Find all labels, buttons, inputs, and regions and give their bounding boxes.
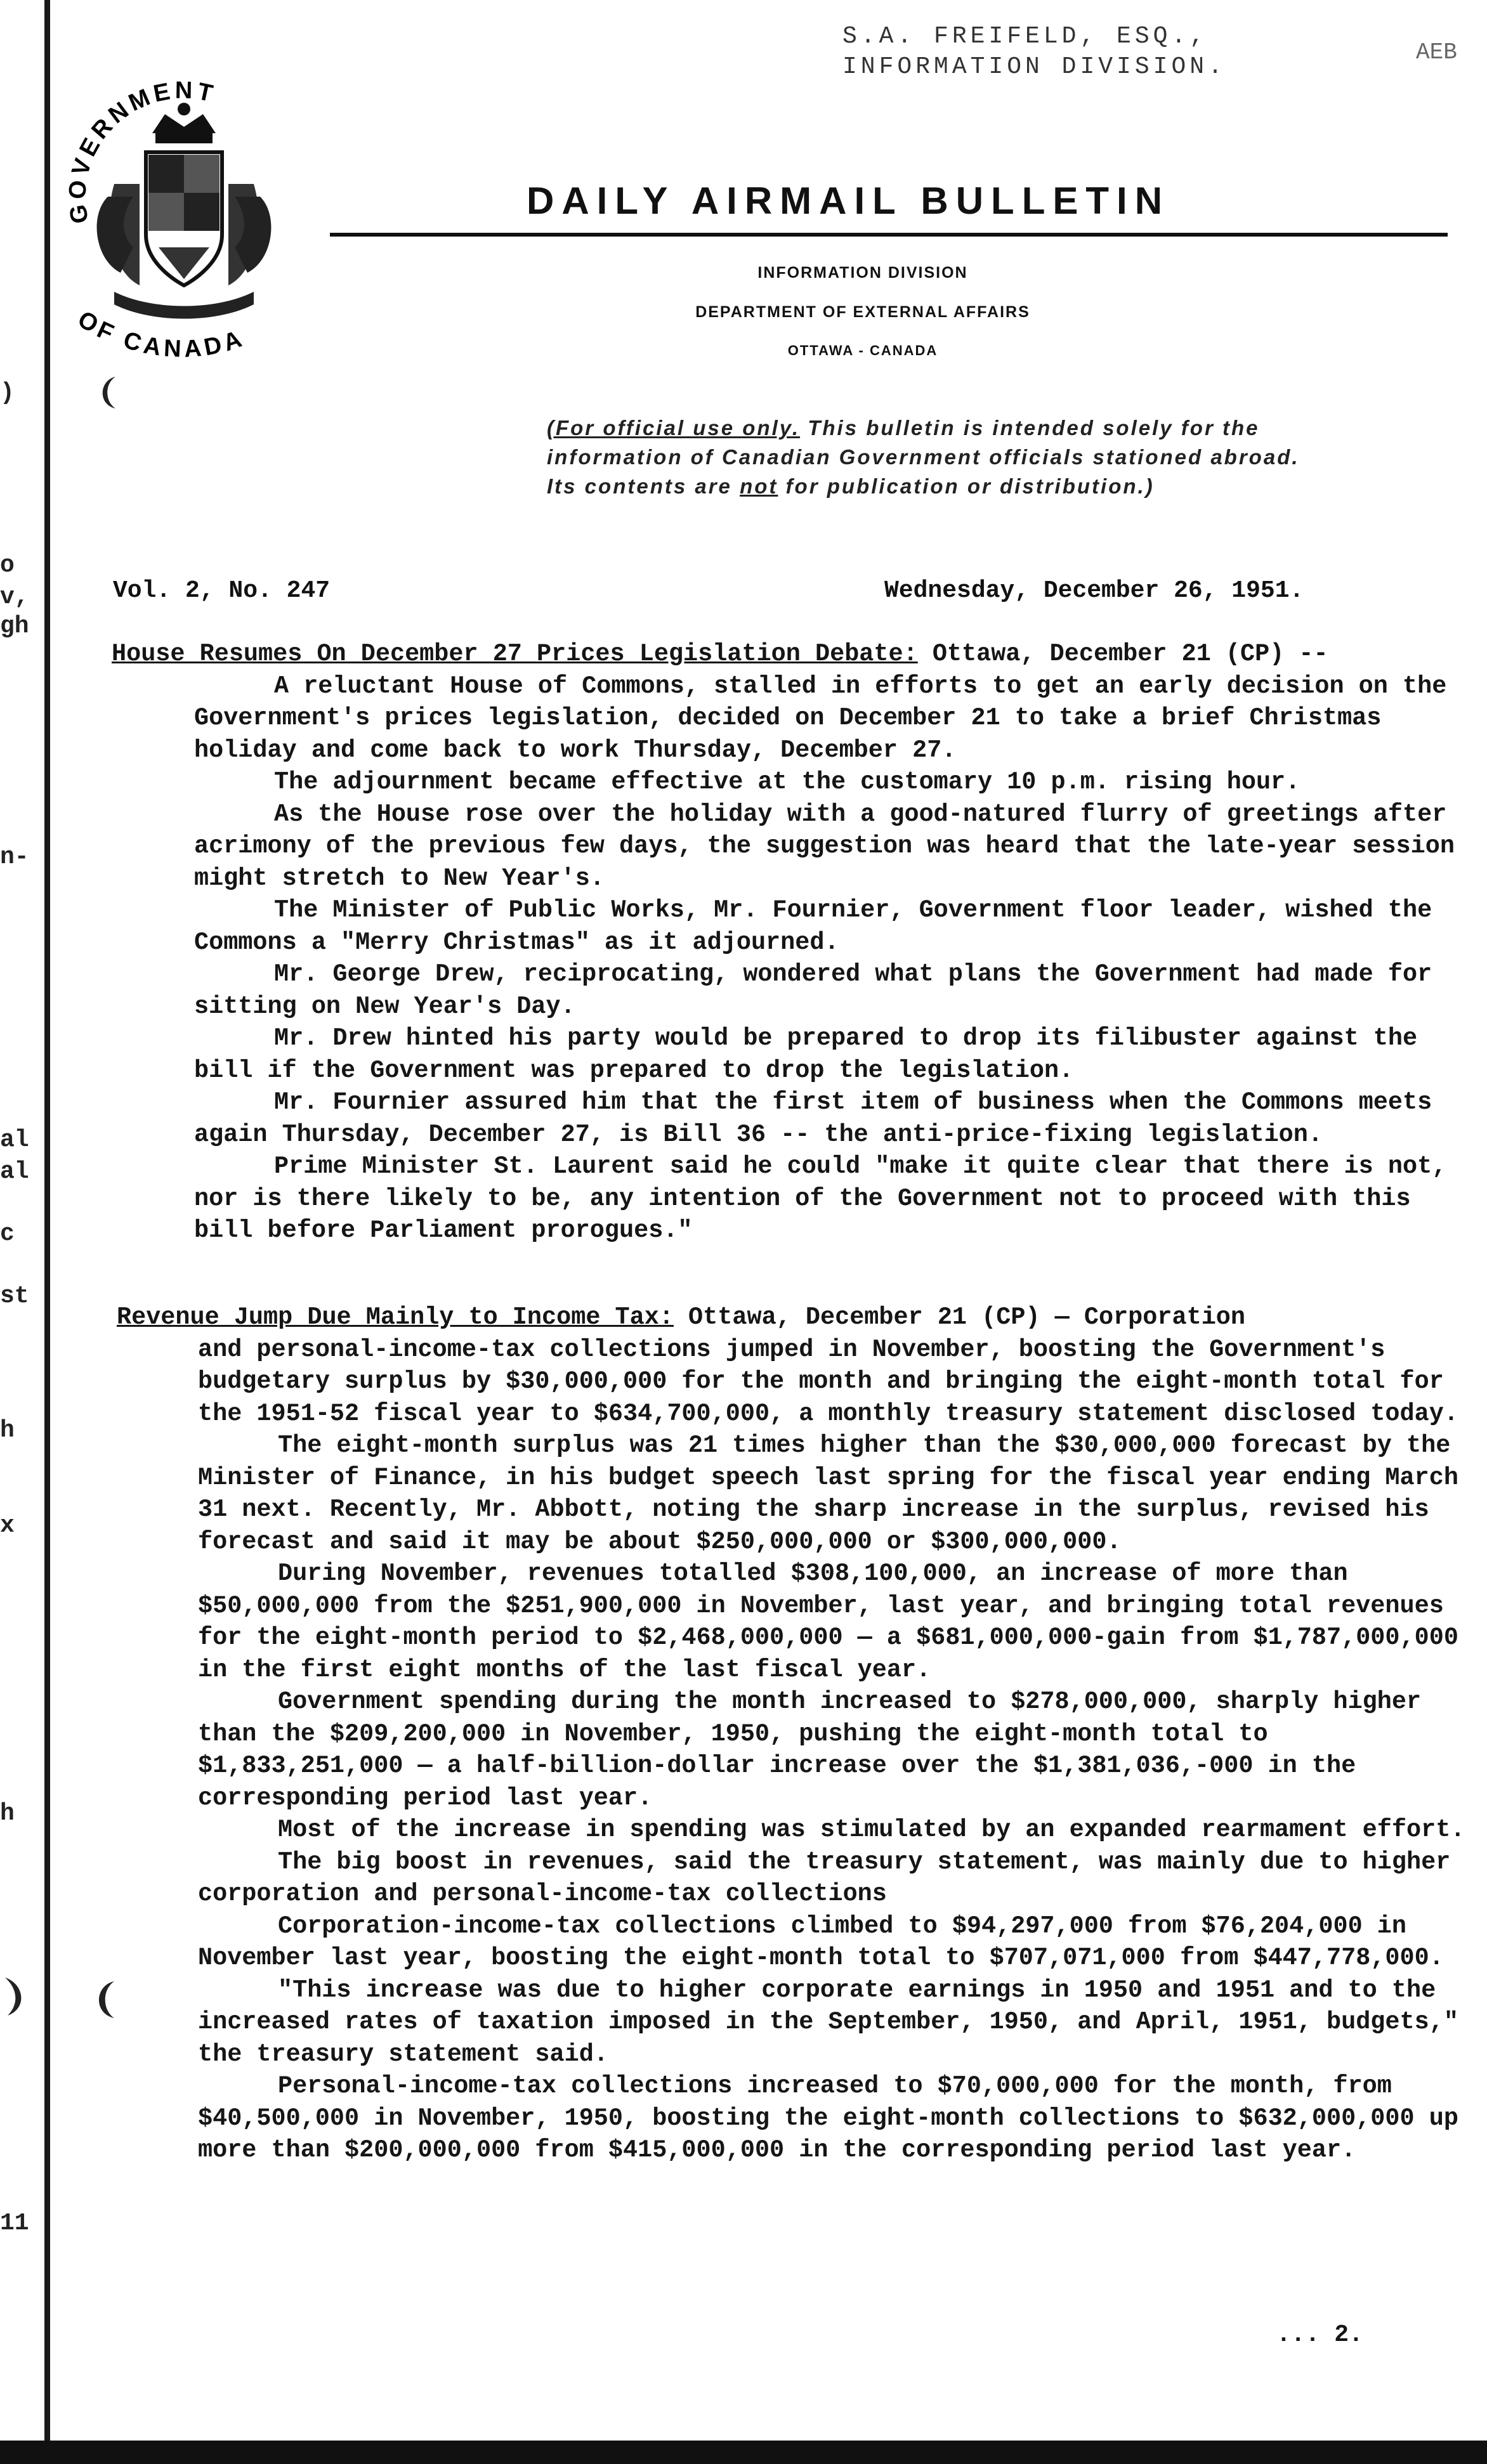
article-headline: House Resumes On December 27 Prices Legislation Debate: (112, 640, 918, 668)
left-edge-fragment: c (0, 1220, 15, 1248)
binder-mark-icon (0, 1971, 38, 2022)
continued-marker: ... 2. (1276, 2321, 1363, 2349)
notice-not: not (740, 474, 778, 498)
article-heading-line (117, 1301, 1449, 1334)
article-house-resumes (108, 638, 1470, 1247)
left-edge-fragment: n- (0, 844, 29, 871)
notice-lead: (For official use only. (547, 416, 801, 440)
bottom-edge-bar (0, 2441, 1487, 2464)
article-paragraph: "This increase was due to higher corporate earnings in 1950 and 1951 and to the increased rates of taxation imposed in the September, 1950, and April, 1951, budgets," the treasury statement said. (198, 1976, 1474, 2068)
left-margin-rule (44, 0, 50, 2464)
article-paragraph: and personal-income-tax collections jumped in November, boosting the Government's budgetary surplus by $30,000,000 for the month and bringing the eight-month total for the 1951-52 fiscal year to $634,700,000, a monthly treasury statement disclosed today. (198, 1335, 1458, 1428)
left-edge-fragment: al (0, 1126, 29, 1154)
article-paragraph: Government spending during the month increased to $278,000,000, sharply higher than the $209,200,000 in November, 1950, pushing the eight-month total to $1,833,251,000 — a half-billion-dollar increase over the $1,381,036,-000 in the corresponding period last year. (198, 1688, 1436, 1812)
left-edge-fragment: h (0, 1800, 15, 1827)
department-line: DEPARTMENT OF EXTERNAL AFFAIRS (695, 303, 1030, 321)
article-paragraph: The big boost in revenues, said the treasury statement, was mainly due to higher corporation and personal-income-tax collections (198, 1848, 1465, 1908)
corner-tag: AEB (1416, 39, 1457, 65)
crest-arc-top: GOVERNMENT (63, 77, 219, 226)
sender-division-line: INFORMATION DIVISION. (842, 53, 1226, 81)
left-edge-fragment: ) (0, 379, 15, 407)
punch-hole-icon (94, 374, 124, 411)
masthead-rule (330, 233, 1448, 237)
article-headline: Revenue Jump Due Mainly to Income Tax: (117, 1303, 674, 1331)
coat-of-arms-icon (63, 70, 305, 374)
article-heading-line (112, 638, 1444, 670)
article-paragraph: Personal-income-tax collections increased to $70,000,000 for the month, from $40,500,000 in November, 1950, boosting the eight-month collections to $632,000,000 up more than $200,000,000 from $415,000,000 in the corresponding period last year. (198, 2072, 1474, 2164)
location-line: OTTAWA - CANADA (787, 342, 938, 358)
article-paragraph: The adjournment became effective at the customary 10 p.m. rising hour. (274, 768, 1300, 796)
crest-arc-bottom: OF CANADA (73, 306, 249, 363)
article-paragraph: As the House rose over the holiday with a good-natured flurry of greetings after acrimony of the previous few days, the suggestion was heard that the late-year session might stretch to New Year's. (194, 800, 1470, 892)
issue-date: Wednesday, December 26, 1951. (884, 577, 1304, 604)
article-dateline: Ottawa, December 21 (CP) -- (917, 640, 1328, 668)
distribution-notice (547, 414, 1321, 501)
left-edge-fragment: v, (0, 583, 29, 611)
left-edge-fragment: st (0, 1282, 29, 1310)
article-revenue-jump (108, 1301, 1474, 2167)
left-edge-fragment: x (0, 1512, 15, 1539)
article-paragraph: A reluctant House of Commons, stalled in efforts to get an early decision on the Government's prices legislation, decided on December 21 to take a brief Christmas holiday and come back to work Thursday, December 27. (194, 672, 1462, 764)
article-paragraph: Prime Minister St. Laurent said he could "make it quite clear that there is not, nor is there likely to be, any intention of the Government not to proceed with this bill before Parliament prorogues." (194, 1152, 1462, 1244)
article-paragraph: Mr. George Drew, reciprocating, wondered what plans the Government had made for sitting on New Year's Day. (194, 960, 1447, 1020)
sender-line: S.A. FREIFELD, ESQ., (842, 23, 1209, 50)
article-paragraph: The eight-month surplus was 21 times higher than the $30,000,000 forecast by the Minister of Finance, in his budget speech last spring for the fiscal year ending March 31 next. Recently, Mr. Abbott, noting the sharp increase in the surplus, revised his forecast and said it may be about $250,000,000 or $300,000,000. (198, 1431, 1474, 1556)
article-paragraph: The Minister of Public Works, Mr. Fournier, Government floor leader, wished the Commons a "Merry Christmas" as it adjourned. (194, 896, 1447, 956)
government-crest (63, 70, 305, 374)
left-edge-fragment: al (0, 1158, 29, 1185)
article-paragraph: During November, revenues totalled $308,100,000, an increase of more than $50,000,000 from the $251,900,000 in November, last year, and bringing total revenues for the eight-month period to $2,468,000,000 — a $681,000,000-gain from $1,787,000,000 in the first eight months of the last fiscal year. (198, 1560, 1474, 1684)
left-edge-fragment: h (0, 1417, 15, 1444)
notice-text-end: for publication or distribution.) (778, 474, 1155, 498)
volume-number: Vol. 2, No. 247 (113, 577, 331, 604)
division-line: INFORMATION DIVISION (757, 264, 968, 282)
left-edge-fragment: gh (0, 613, 29, 640)
left-edge-fragment: o (0, 552, 15, 579)
article-paragraph: Most of the increase in spending was stimulated by an expanded rearmament effort. (278, 1816, 1465, 1844)
left-edge-fragment: 11 (0, 2210, 29, 2237)
bulletin-title: DAILY AIRMAIL BULLETIN (527, 179, 1170, 222)
article-paragraph: Corporation-income-tax collections climbed to $94,297,000 from $76,204,000 in November last year, boosting the eight-month total to $707,071,000 from $447,778,000. (198, 1912, 1444, 1972)
article-dateline: Ottawa, December 21 (CP) — Corporation (673, 1303, 1245, 1331)
notice-text: This bulletin is intended solely for the information of Canadian Government officials stationed abroad. Its contents are (547, 416, 1300, 498)
article-paragraph: Mr. Drew hinted his party would be prepared to drop its filibuster against the bill if the Government was prepared to drop the legislation. (194, 1024, 1432, 1085)
article-paragraph: Mr. Fournier assured him that the first item of business when the Commons meets again Thursday, December 27, is Bill 36 -- the anti-price-fixing legislation. (194, 1088, 1447, 1149)
